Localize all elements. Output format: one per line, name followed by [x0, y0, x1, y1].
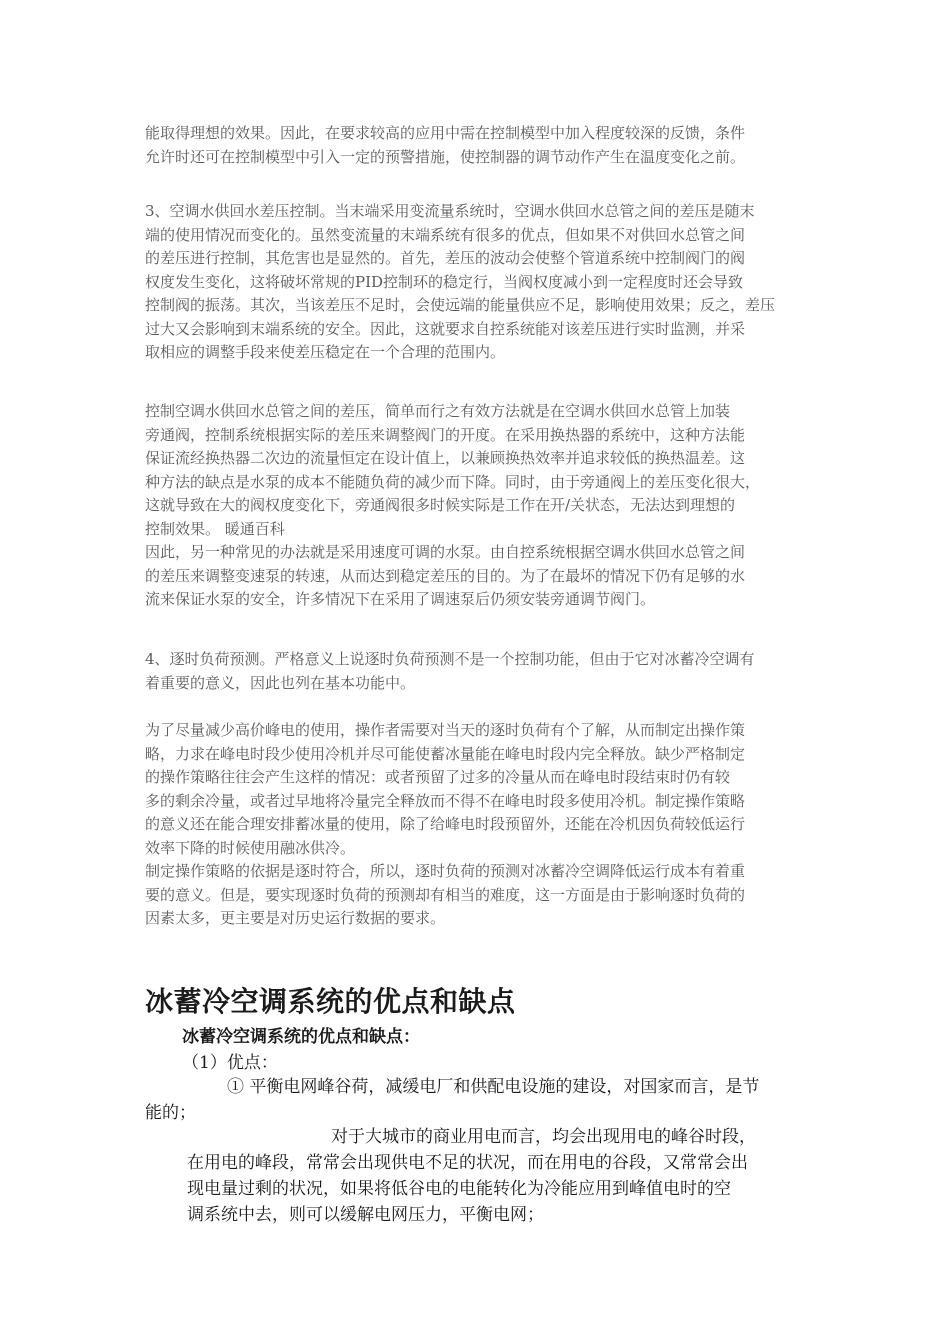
advantage-point-1 [145, 1074, 805, 1126]
text-line: 调系统中去，则可以缓解电网压力，平衡电网； [187, 1205, 544, 1225]
paragraph-operation-strategy [145, 719, 825, 931]
text-line: 因素太多，更主要是对历史运行数据的要求。 [145, 909, 446, 927]
text-line: 要的意义。但是，要实现逐时负荷的预测却有相当的难度，这一方面是由于影响逐时负荷的 [145, 885, 746, 904]
text-line: 旁通阀，控制系统根据实际的差压来调整阀门的开度。在采用换热器的系统中，这种方法能 [145, 425, 746, 444]
text-line: 这就导致在大的阀权度变化下，旁通阀很多时候实际是工作在开/关状态，无法达到理想的 [145, 496, 736, 514]
paragraph-differential-pressure [145, 200, 825, 365]
text-line: 为了尽量减少高价峰电的使用，操作者需要对当天的逐时负荷有个了解，从而制定出操作策 [145, 721, 746, 739]
text-line: 取相应的调整手段来使差压稳定在一个合理的范围内。 [145, 343, 506, 361]
text-line: 能的； [145, 1103, 196, 1123]
text-line: 流来保证水泵的安全，许多情况下在采用了调速泵后仍须安装旁通调节阀门。 [145, 590, 656, 608]
text-line: 4、逐时负荷预测。严格意义上说逐时负荷预测不是一个控制功能，但由于它对冰蓄冷空调有 [145, 650, 755, 668]
text-line: 着重要的意义，因此也列在基本功能中。 [145, 673, 416, 692]
text-line: 种方法的缺点是水泵的成本不能随负荷的减少而下降。同时，由于旁通阀上的差压变化很大， [145, 472, 761, 491]
text-line: 效率下降的时候使用融冰供冷。 [145, 838, 356, 857]
text-line: 略，力求在峰电时段少使用冷机并尽可能使蓄冰量能在峰电时段内完全释放。缺少严格制定 [145, 744, 746, 763]
text-line: 现电量过剩的状况，如果将低谷电的电能转化为冷能应用到峰值电时的空 [187, 1179, 731, 1199]
text-line: 的差压来调整变速泵的转速，从而达到稳定差压的目的。为了在最坏的情况下仍有足够的水 [145, 566, 746, 585]
paragraph-feedback [145, 122, 825, 169]
section-heading: 冰蓄冷空调系统的优点和缺点 [145, 985, 516, 1018]
text-line: 控制效果。 暖通百科 [145, 519, 285, 538]
advantage-point-1-detail [187, 1124, 817, 1228]
paragraph-load-forecast [145, 648, 825, 695]
text-line: 权度发生变化，这将破坏常规的PID控制环的稳定行，当阀权度减小到一定程度时还会导致 [145, 272, 744, 291]
text-line: 能取得理想的效果。因此，在要求较高的应用中需在控制模型中加入程度较深的反馈，条件 [145, 124, 746, 142]
text-line: 对于大城市的商业用电而言，均会出现用电的峰谷时段， [331, 1127, 756, 1147]
text-line: 多的剩余冷量，或者过早地将冷量完全释放而不得不在峰电时段多使用冷机。制定操作策略 [145, 791, 746, 810]
text-line: 3、空调水供回水差压控制。当末端采用变流量系统时，空调水供回水总管之间的差压是随末 [145, 202, 755, 220]
text-line: 允许时还可在控制模型中引入一定的预警措施，使控制器的调节动作产生在温度变化之前。 [145, 147, 746, 166]
text-line: 保证流经换热器二次边的流量恒定在设计值上，以兼顾换热效率并追求较低的换热温差。这 [145, 449, 746, 467]
text-line: 制定操作策略的依据是逐时符合，所以，逐时负荷的预测对冰蓄冷空调降低运行成本有着重 [145, 862, 746, 880]
text-line: 在用电的峰段，常常会出现供电不足的状况，而在用电的谷段，又常常会出 [187, 1153, 748, 1173]
text-line: 控制空调水供回水总管之间的差压，简单而行之有效方法就是在空调水供回水总管上加装 [145, 402, 731, 420]
paragraph-bypass-valve [145, 400, 825, 612]
list-item-advantages: （1）优点： [182, 1053, 278, 1073]
text-line: 的差压进行控制，其危害也是显然的。首先，差压的波动会使整个管道系统中控制阀门的阀 [145, 249, 746, 267]
subheading: 冰蓄冷空调系统的优点和缺点： [182, 1027, 420, 1047]
text-line: ① 平衡电网峰谷荷，减缓电厂和供配电设施的建设，对国家而言，是节 [227, 1077, 760, 1097]
text-line: 的意义还在能合理安排蓄冰量的使用，除了给峰电时段预留外，还能在冷机因负荷较低运行 [145, 815, 746, 833]
text-line: 控制阀的振荡。其次，当该差压不足时，会使远端的能量供应不足，影响使用效果；反之，差压 [145, 296, 776, 314]
text-line: 的操作策略往往会产生这样的情况：或者预留了过多的冷量从而在峰电时段结束时仍有较 [145, 768, 731, 786]
text-line: 端的使用情况而变化的。虽然变流量的末端系统有很多的优点，但如果不对供回水总管之间 [145, 225, 746, 244]
text-line: 因此，另一种常见的办法就是采用速度可调的水泵。由自控系统根据空调水供回水总管之间 [145, 543, 746, 561]
text-line: 过大又会影响到末端系统的安全。因此，这就要求自控系统能对该差压进行实时监测，并采 [145, 319, 746, 338]
